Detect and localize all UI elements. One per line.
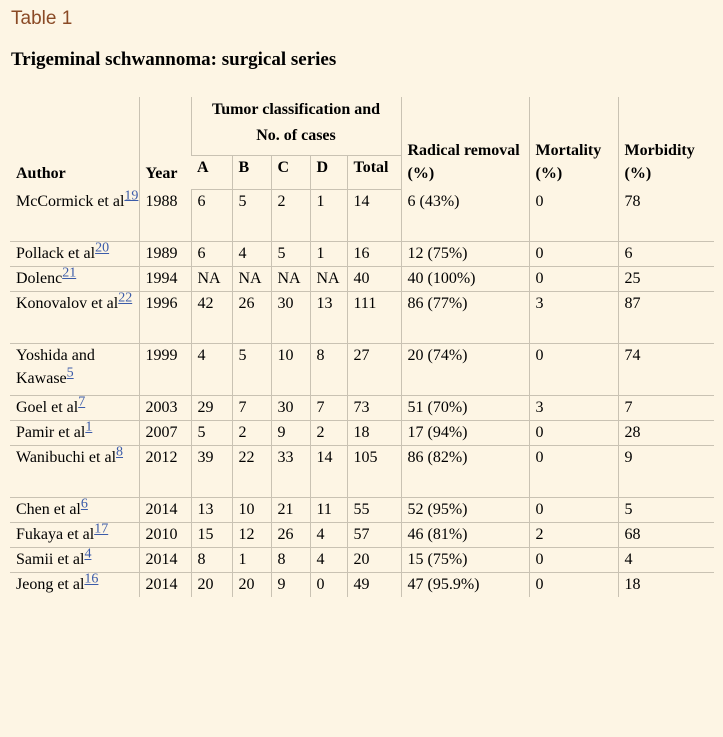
reference-link[interactable]: 6 [80, 496, 88, 512]
count-d-cell: 7 [310, 396, 347, 421]
count-d-cell: 2 [310, 421, 347, 446]
reference-link[interactable]: 1 [85, 419, 93, 435]
surgical-series-table [10, 97, 714, 597]
author-name: Yoshida and Kawase [16, 347, 95, 388]
col-header-author: Author [16, 165, 66, 183]
count-a-cell: 8 [191, 548, 232, 573]
count-d-cell: 8 [310, 344, 347, 396]
count-b-cell: 7 [232, 396, 271, 421]
author-name: McCormick et al [16, 192, 125, 210]
mortality-cell: 3 [529, 292, 618, 344]
author-cell [10, 190, 139, 242]
morbidity-cell: 78 [618, 190, 714, 242]
table-row [10, 344, 714, 396]
count-c-cell: 21 [271, 498, 310, 523]
reference-link[interactable]: 20 [95, 240, 110, 256]
count-c-cell: 2 [271, 190, 310, 242]
table-row [10, 548, 714, 573]
count-b-cell: 22 [232, 446, 271, 498]
count-a-cell: 15 [191, 523, 232, 548]
year-cell: 1988 [139, 190, 191, 242]
col-header-mortality: Mortality (%) [529, 97, 618, 190]
count-b-cell: 10 [232, 498, 271, 523]
morbidity-cell: 28 [618, 421, 714, 446]
total-cell: 14 [347, 190, 401, 242]
morbidity-cell: 4 [618, 548, 714, 573]
count-d-cell: 11 [310, 498, 347, 523]
author-cell [10, 242, 139, 267]
reference-link[interactable]: 8 [116, 444, 124, 460]
count-d-cell: 1 [310, 190, 347, 242]
radical-removal-cell: 6 (43%) [401, 190, 529, 242]
mortality-cell: 0 [529, 421, 618, 446]
morbidity-cell: 9 [618, 446, 714, 498]
total-cell: 111 [347, 292, 401, 344]
count-d-cell: 0 [310, 573, 347, 598]
count-b-cell: 2 [232, 421, 271, 446]
total-cell: 18 [347, 421, 401, 446]
mortality-cell: 0 [529, 446, 618, 498]
count-b-cell: 26 [232, 292, 271, 344]
reference-link[interactable]: 16 [84, 571, 99, 587]
morbidity-cell: 74 [618, 344, 714, 396]
author-name: Pamir et al [16, 424, 86, 441]
count-a-cell: 13 [191, 498, 232, 523]
author-name: Fukaya et al [16, 526, 95, 543]
count-c-cell: 26 [271, 523, 310, 548]
morbidity-cell: 68 [618, 523, 714, 548]
reference-link[interactable]: 19 [124, 188, 139, 204]
radical-removal-cell: 52 (95%) [401, 498, 529, 523]
col-header-a: A [191, 156, 232, 190]
mortality-cell: 0 [529, 190, 618, 242]
year-cell: 2010 [139, 523, 191, 548]
author-cell [10, 344, 139, 396]
morbidity-cell: 5 [618, 498, 714, 523]
table-caption: Trigeminal schwannoma: surgical series [11, 49, 337, 70]
year-cell: 2014 [139, 573, 191, 598]
radical-removal-cell: 17 (94%) [401, 421, 529, 446]
reference-link[interactable]: 5 [66, 365, 74, 381]
count-b-cell: 5 [232, 344, 271, 396]
author-name: Konovalov et al [16, 295, 119, 312]
table-label: Table 1 [11, 8, 73, 29]
table-row [10, 573, 714, 598]
count-a-cell: 29 [191, 396, 232, 421]
mortality-cell: 0 [529, 242, 618, 267]
radical-removal-cell: 86 (82%) [401, 446, 529, 498]
author-cell [10, 421, 139, 446]
col-header-radical-removal: Radical removal (%) [401, 97, 529, 190]
author-cell [10, 523, 139, 548]
total-cell: 40 [347, 267, 401, 292]
reference-link[interactable]: 4 [84, 546, 92, 562]
author-name: Samii et al [16, 551, 85, 568]
total-cell: 55 [347, 498, 401, 523]
mortality-cell: 0 [529, 498, 618, 523]
mortality-cell: 0 [529, 344, 618, 396]
author-cell [10, 396, 139, 421]
table-row [10, 190, 714, 242]
author-cell [10, 573, 139, 598]
count-c-cell: 8 [271, 548, 310, 573]
count-c-cell: 9 [271, 421, 310, 446]
total-cell: 105 [347, 446, 401, 498]
table-row [10, 523, 714, 548]
radical-removal-cell: 40 (100%) [401, 267, 529, 292]
count-d-cell: NA [310, 267, 347, 292]
mortality-cell: 0 [529, 267, 618, 292]
mortality-cell: 2 [529, 523, 618, 548]
table-row [10, 242, 714, 267]
count-a-cell: 42 [191, 292, 232, 344]
count-d-cell: 1 [310, 242, 347, 267]
author-cell [10, 446, 139, 498]
total-cell: 20 [347, 548, 401, 573]
author-cell [10, 498, 139, 523]
count-d-cell: 4 [310, 548, 347, 573]
count-a-cell: 6 [191, 242, 232, 267]
year-cell: 2014 [139, 548, 191, 573]
year-cell: 1989 [139, 242, 191, 267]
reference-link[interactable]: 22 [118, 290, 133, 306]
morbidity-cell: 18 [618, 573, 714, 598]
year-cell: 2007 [139, 421, 191, 446]
reference-link[interactable]: 17 [94, 521, 109, 537]
count-b-cell: 20 [232, 573, 271, 598]
reference-link[interactable]: 21 [62, 265, 77, 281]
count-a-cell: 4 [191, 344, 232, 396]
table-row [10, 421, 714, 446]
mortality-cell: 0 [529, 573, 618, 598]
count-c-cell: 10 [271, 344, 310, 396]
morbidity-cell: 7 [618, 396, 714, 421]
table-row [10, 498, 714, 523]
year-cell: 2014 [139, 498, 191, 523]
total-cell: 16 [347, 242, 401, 267]
count-a-cell: 20 [191, 573, 232, 598]
count-a-cell: 39 [191, 446, 232, 498]
count-d-cell: 4 [310, 523, 347, 548]
year-cell: 2012 [139, 446, 191, 498]
col-header-year: Year [139, 97, 191, 190]
author-name: Chen et al [16, 501, 81, 518]
count-a-cell: 5 [191, 421, 232, 446]
table-row [10, 446, 714, 498]
year-cell: 2003 [139, 396, 191, 421]
count-c-cell: 9 [271, 573, 310, 598]
year-cell: 1994 [139, 267, 191, 292]
count-b-cell: 1 [232, 548, 271, 573]
count-d-cell: 13 [310, 292, 347, 344]
mortality-cell: 0 [529, 548, 618, 573]
morbidity-cell: 87 [618, 292, 714, 344]
count-c-cell: NA [271, 267, 310, 292]
count-d-cell: 14 [310, 446, 347, 498]
author-name: Jeong et al [16, 576, 85, 593]
table-row [10, 267, 714, 292]
author-name: Pollack et al [16, 245, 96, 262]
author-name: Dolenc [16, 270, 63, 287]
table-row [10, 396, 714, 421]
count-a-cell: NA [191, 267, 232, 292]
count-c-cell: 30 [271, 396, 310, 421]
count-a-cell: 6 [191, 190, 232, 242]
radical-removal-cell: 15 (75%) [401, 548, 529, 573]
table-row [10, 292, 714, 344]
count-c-cell: 30 [271, 292, 310, 344]
year-cell: 1999 [139, 344, 191, 396]
author-cell [10, 548, 139, 573]
col-header-d: D [310, 156, 347, 190]
total-cell: 57 [347, 523, 401, 548]
author-cell [10, 267, 139, 292]
radical-removal-cell: 51 (70%) [401, 396, 529, 421]
radical-removal-cell: 12 (75%) [401, 242, 529, 267]
col-header-total: Total [347, 156, 401, 190]
year-cell: 1996 [139, 292, 191, 344]
author-cell [10, 292, 139, 344]
count-b-cell: NA [232, 267, 271, 292]
radical-removal-cell: 47 (95.9%) [401, 573, 529, 598]
col-header-tumor-classification: Tumor classification and No. of cases [191, 97, 401, 156]
morbidity-cell: 25 [618, 267, 714, 292]
count-b-cell: 5 [232, 190, 271, 242]
radical-removal-cell: 20 (74%) [401, 344, 529, 396]
author-name: Wanibuchi et al [16, 449, 117, 466]
count-b-cell: 4 [232, 242, 271, 267]
reference-link[interactable]: 7 [78, 394, 86, 410]
col-header-morbidity: Morbidity (%) [618, 97, 714, 190]
col-header-b: B [232, 156, 271, 190]
radical-removal-cell: 46 (81%) [401, 523, 529, 548]
mortality-cell: 3 [529, 396, 618, 421]
count-c-cell: 5 [271, 242, 310, 267]
morbidity-cell: 6 [618, 242, 714, 267]
total-cell: 73 [347, 396, 401, 421]
count-c-cell: 33 [271, 446, 310, 498]
col-header-c: C [271, 156, 310, 190]
total-cell: 49 [347, 573, 401, 598]
radical-removal-cell: 86 (77%) [401, 292, 529, 344]
author-name: Goel et al [16, 399, 79, 416]
count-b-cell: 12 [232, 523, 271, 548]
total-cell: 27 [347, 344, 401, 396]
